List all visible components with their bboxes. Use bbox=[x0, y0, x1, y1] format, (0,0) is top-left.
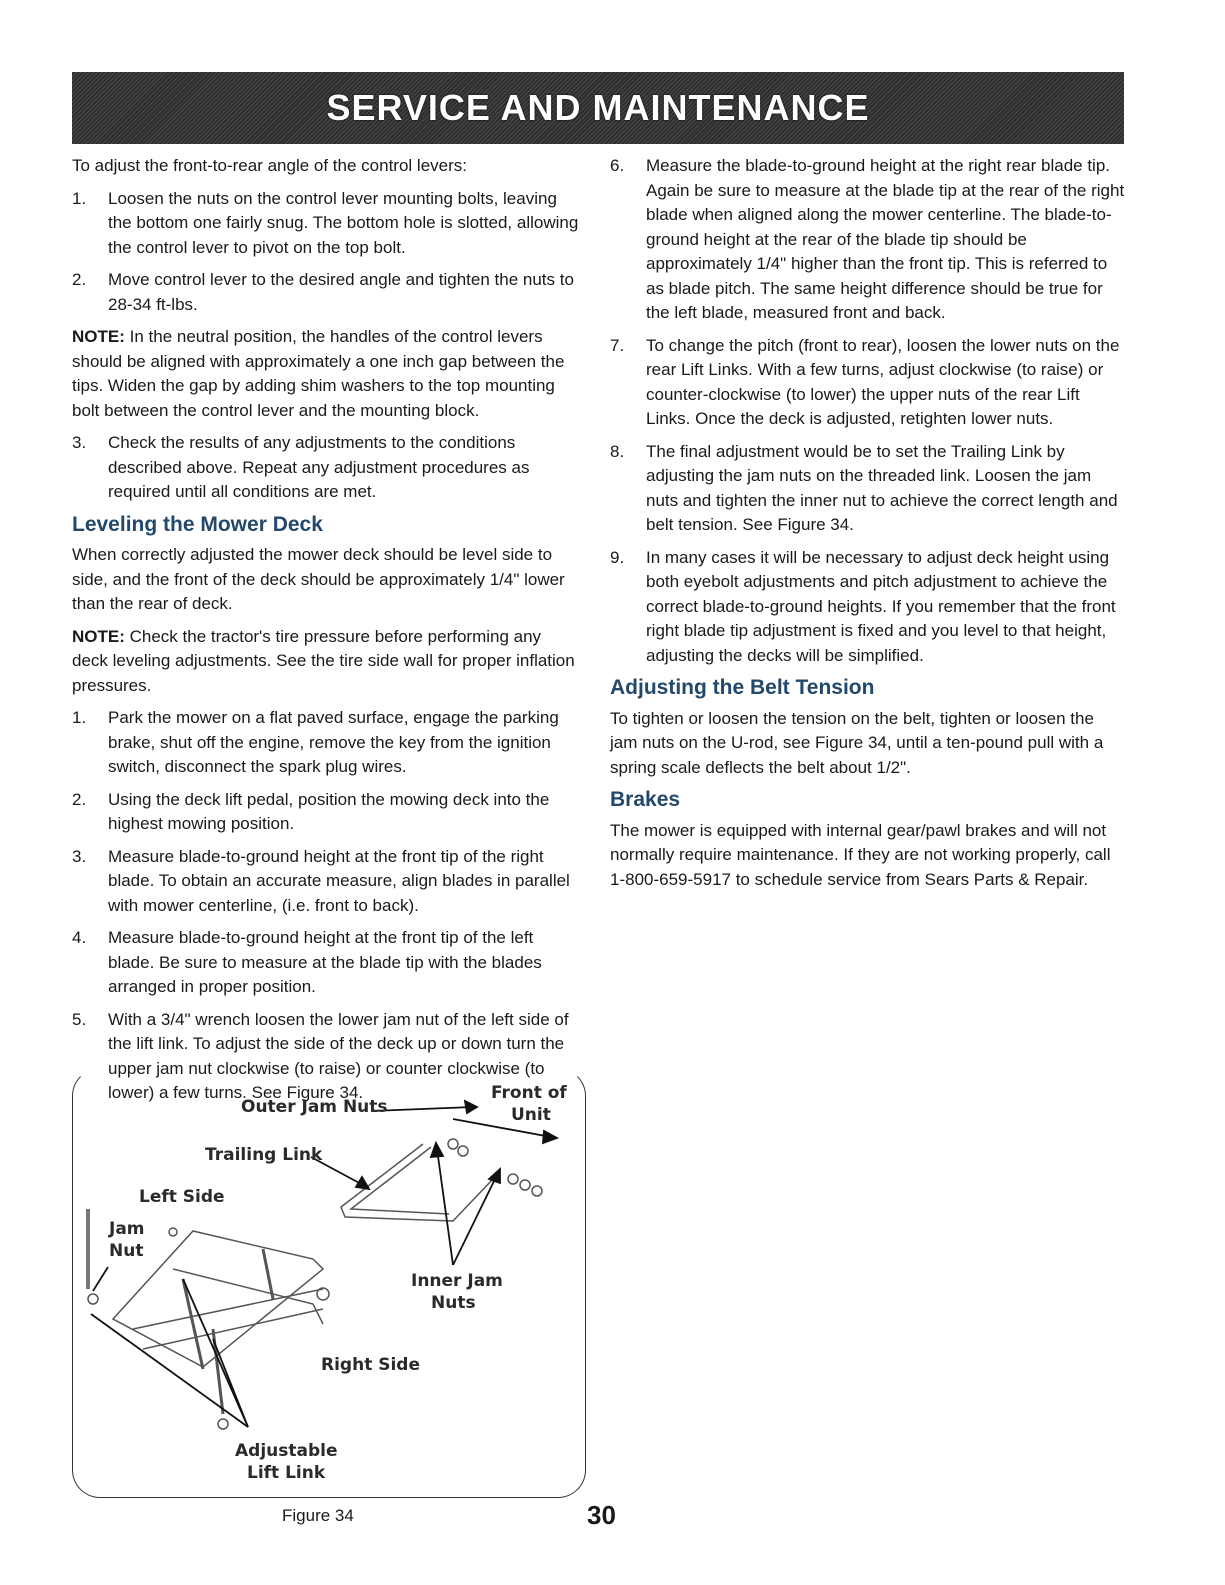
list-item bbox=[610, 334, 1125, 432]
leveling-text: When correctly adjusted the mower deck should be level side to side, and the front of the deck should be approximately 1/4" lower than the rear of deck. bbox=[72, 545, 565, 613]
step-number: 4. bbox=[72, 928, 87, 947]
label-nut: Nut bbox=[109, 1241, 144, 1261]
intro-text: To adjust the front-to-rear angle of the control levers: bbox=[72, 156, 467, 175]
step-number: 7. bbox=[610, 335, 625, 355]
label-trailing-link: Trailing Link bbox=[205, 1145, 323, 1165]
figure-34 bbox=[72, 1068, 586, 1498]
step-number: 9. bbox=[610, 547, 625, 567]
section-banner bbox=[72, 72, 1124, 144]
label-nuts: Nuts bbox=[431, 1293, 476, 1313]
list-item bbox=[72, 268, 580, 317]
note-text: In the neutral position, the handles of the control levers should be aligned with approximately a one inch gap between the tips. Widen the gap by adding shim washers to the top mounting bolt between the control lever and the mounting block. bbox=[72, 327, 565, 420]
step-text: Park the mower on a flat paved surface, engage the parking brake, shut off the engine, remove the key from the ignition switch, disconnect the spark plug wires. bbox=[108, 708, 559, 776]
right-column bbox=[610, 154, 1125, 900]
arrow-head bbox=[465, 1101, 477, 1113]
step-number: 3. bbox=[72, 846, 87, 866]
leveling-heading: Leveling the Mower Deck bbox=[72, 512, 323, 536]
note-paragraph bbox=[72, 325, 580, 423]
label-inner-jam: Inner Jam bbox=[411, 1271, 503, 1291]
list-item bbox=[72, 788, 580, 837]
belt-tension-heading: Adjusting the Belt Tension bbox=[610, 676, 875, 699]
page-title: SERVICE AND MAINTENANCE bbox=[326, 87, 870, 128]
step-text: Loosen the nuts on the control lever mounting bolts, leaving the bottom one fairly snug. The bottom hole is slotted, allowing the control lever to pivot on the top bolt. bbox=[108, 188, 579, 257]
list-item bbox=[72, 431, 580, 505]
list-item bbox=[72, 706, 580, 780]
step-number: 5. bbox=[72, 1009, 87, 1029]
deck-linkage-drawing bbox=[73, 1069, 585, 1497]
note-label: NOTE: bbox=[72, 327, 125, 346]
step-text: Check the results of any adjustments to the conditions described above. Repeat any adjustment procedures as required until all conditions are met. bbox=[108, 433, 530, 501]
step-text: The final adjustment would be to set the Trailing Link by adjusting the jam nuts on the threaded link. Loosen the jam nuts and tighten the inner nut to achieve the correct length and belt tension. See Figure 34. bbox=[646, 441, 1118, 534]
note-text: Check the tractor's tire pressure before performing any deck leveling adjustments. See the tire side wall for proper inflation pressures. bbox=[72, 626, 575, 695]
list-item bbox=[72, 187, 580, 261]
step-text: Move control lever to the desired angle and tighten the nuts to 28-34 ft-lbs. bbox=[108, 270, 574, 314]
step-number: 2. bbox=[72, 789, 87, 809]
step-number: 3. bbox=[72, 433, 87, 452]
step-text: Measure blade-to-ground height at the front tip of the right blade. To obtain an accurate measure, align blades in parallel with mower centerline, (i.e. front to back). bbox=[108, 846, 570, 915]
label-right-side: Right Side bbox=[321, 1355, 421, 1375]
step-number: 2. bbox=[72, 270, 87, 289]
belt-tension-text: To tighten or loosen the tension on the belt, tighten or loosen the jam nuts on the U-rod, see Figure 34, until a ten-pound pull with a spring scale deflects the belt about 1/2". bbox=[610, 708, 1104, 777]
step-number: 1. bbox=[72, 708, 87, 727]
label-unit: Unit bbox=[511, 1105, 551, 1125]
list-item bbox=[610, 154, 1125, 326]
step-text: With a 3/4" wrench loosen the lower jam nut of the left side of the lift link. To adjust the side of the deck up or down turn the upper jam nut clockwise (to raise) or counter clockwise (to lower) a few turns. See Figure 34. bbox=[108, 1009, 569, 1102]
list-item bbox=[72, 845, 580, 919]
page-number: 30 bbox=[587, 1500, 616, 1530]
step-text: In many cases it will be necessary to adjust deck height using both eyebolt adjustments and pitch adjustment to achieve the correct blade-to-ground heights. If you remember that the front right blade tip adjustment is fixed and you level to that height, adjusting the decks will be simplified. bbox=[646, 547, 1116, 665]
label-jam: Jam bbox=[109, 1219, 145, 1239]
step-text: Measure blade-to-ground height at the front tip of the left blade. Be sure to measure at the blade tip with the blades arranged in proper position. bbox=[108, 928, 542, 996]
list-item bbox=[610, 546, 1125, 669]
step-text: To change the pitch (front to rear), loosen the lower nuts on the rear Lift Links. With a few turns, adjust clockwise (to raise) or counter-clockwise (to lower) the upper nuts of the rear Lift Links. Once the deck is adjusted, retighten lower nuts. bbox=[646, 335, 1120, 428]
step-number: 6. bbox=[610, 156, 625, 175]
step-text: Using the deck lift pedal, position the mowing deck into the highest mowing position. bbox=[108, 789, 550, 833]
step-number: 1. bbox=[72, 188, 87, 208]
label-front-of: Front of bbox=[491, 1083, 567, 1103]
label-outer-jam-nuts: Outer Jam Nuts bbox=[241, 1097, 388, 1117]
list-item bbox=[610, 440, 1125, 538]
list-item bbox=[72, 926, 580, 1000]
note-label: NOTE: bbox=[72, 626, 125, 646]
label-lift-link: Lift Link bbox=[247, 1463, 326, 1483]
note-paragraph bbox=[72, 625, 580, 699]
step-text: Measure the blade-to-ground height at the right rear blade tip. Again be sure to measure at the blade tip at the rear of the right blade when aligned along the mower centerline. The blade-to-ground height at the rear of the blade tip should be approximately 1/4" higher than the front tip. This is referred to as blade pitch. The same height difference should be true for the left blade, measured front and back. bbox=[646, 156, 1125, 322]
step-number: 8. bbox=[610, 441, 625, 461]
label-left-side: Left Side bbox=[139, 1187, 225, 1207]
label-adjustable: Adjustable bbox=[235, 1441, 338, 1461]
figure-caption: Figure 34 bbox=[282, 1506, 354, 1525]
brakes-text: The mower is equipped with internal gear/pawl brakes and will not normally require maintenance. If they are not working properly, call 1-800-659-5917 to schedule service from Sears Parts & Repair. bbox=[610, 820, 1111, 889]
left-column bbox=[72, 154, 580, 1114]
brakes-heading: Brakes bbox=[610, 788, 681, 811]
